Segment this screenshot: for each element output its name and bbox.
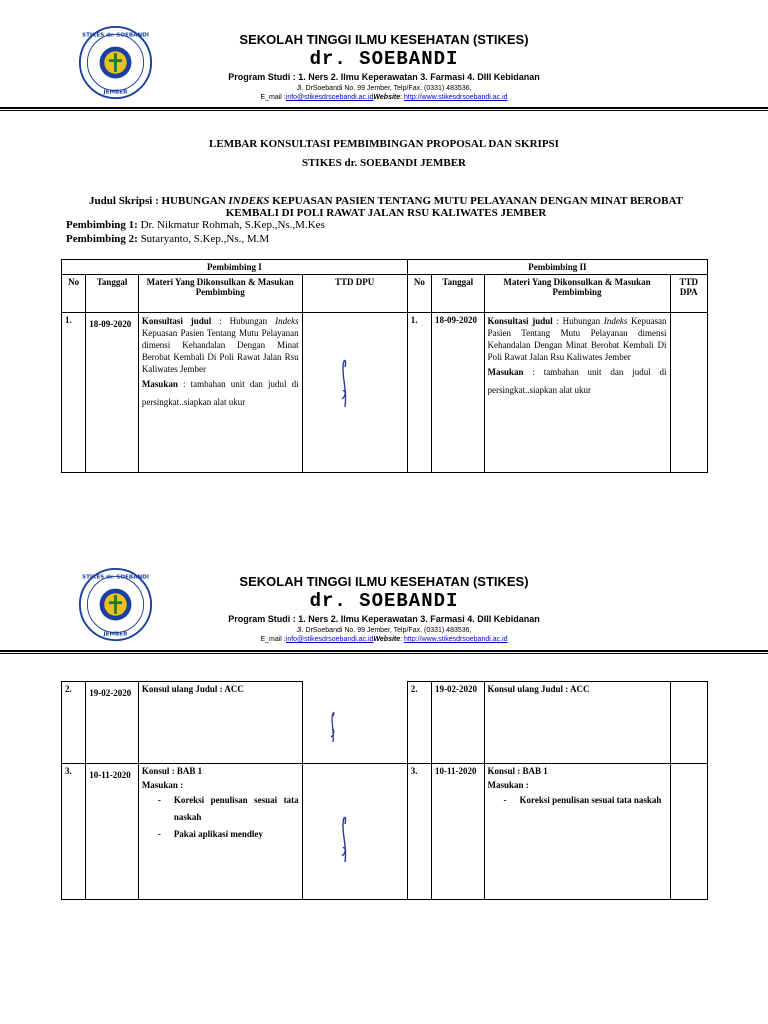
signature-dpu [302,764,407,900]
email-link[interactable]: info@stikesdrsoebandi.ac.id [285,636,374,643]
table-row [62,764,708,900]
school-name: SEKOLAH TINGGI ILMU KESEHATAN (STIKES) [239,32,529,47]
header-divider [0,107,768,109]
row-date: 10-11-2020 [86,764,139,900]
col-no: No [62,275,86,313]
programs: Program Studi : 1. Ners 2. Ilmu Keperawatan 3. Farmasi 4. DIII Kebidanan [228,614,540,624]
svg-text:STIKES dr. SOEBANDI: STIKES dr. SOEBANDI [82,32,149,39]
masukan-list [142,792,299,843]
list-item: - Koreksi penulisan sesuai tata naskah [142,792,299,826]
signature-icon [307,682,367,762]
group-header-pembimbing-1: Pembimbing I [62,260,408,275]
website-link[interactable]: http://www.stikesdrsoebandi.ac.id [404,636,508,643]
svg-text:JEMBER: JEMBER [103,631,128,638]
school-title: dr. SOEBANDI [309,48,459,70]
col-materi-2: Materi Yang Dikonsulkan & Masukan Pembimbing [484,275,670,313]
signature-icon [307,315,367,425]
col-tanggal-2: Tanggal [431,275,484,313]
col-no-2: No [407,275,431,313]
row-date-2: 18-09-2020 [431,313,484,473]
row-no: 1. [62,313,86,473]
document-title: LEMBAR KONSULTASI PEMBIMBINGAN PROPOSAL DAN SKRIPSI [209,138,559,150]
table-row [62,313,708,473]
row-no: 3. [62,764,86,900]
svg-text:STIKES dr. SOEBANDI: STIKES dr. SOEBANDI [82,574,149,581]
row-materi: Konsul ulang Judul : ACC [138,682,302,764]
header-divider-thin [0,653,768,654]
consultation-table-page2 [61,681,708,900]
supervisor-1: Pembimbing 1: Dr. Nikmatur Rohmah, S.Kep.,Ns.,M.Kes [66,219,325,231]
address: Jl. DrSoebandi No. 99 Jember, Telp/Fax. (0331) 483536, [296,627,472,634]
group-header-pembimbing-2: Pembimbing II [407,260,707,275]
masukan-list [488,792,667,809]
row-no: 2. [62,682,86,764]
row-materi-2: Konsultasi judul : Hubungan Indeks Kepuasan Pasien Tentang Mutu Pelayanan dimensi Kehandalan Dengan Minat Berobat Kembali Di Poli Rawat Jalan Rsu Kaliwates Jember Masukan : tambahan unit dan judul di persingkat..siapkan alat ukur [484,313,670,473]
table-row [62,682,708,764]
row-no-2: 1. [407,313,431,473]
col-materi: Materi Yang Dikonsulkan & Masukan Pembimbing [138,275,302,313]
email-link[interactable]: info@stikesdrsoebandi.ac.id [285,94,374,101]
svg-text:JEMBER: JEMBER [103,89,128,96]
thesis-title: Judul Skripsi : HUBUNGAN INDEKS KEPUASAN PASIEN TENTANG MUTU PELAYANAN DENGAN MINAT BEROBAT KEMBALI DI POLI RAWAT JALAN RSU KALIWATES JEMBER [89,195,683,219]
row-date: 19-02-2020 [86,682,139,764]
document-subtitle: STIKES dr. SOEBANDI JEMBER [301,157,467,169]
row-date-2: 10-11-2020 [431,764,484,900]
school-name: SEKOLAH TINGGI ILMU KESEHATAN (STIKES) [239,574,529,589]
row-date-2: 19-02-2020 [431,682,484,764]
contact-line: E_mail :info@stikesdrsoebandi.ac.idWebsite: http://www.stikesdrsoebandi.ac.id [260,636,508,643]
school-title: dr. SOEBANDI [309,590,459,612]
header-divider-thin [0,110,768,111]
programs: Program Studi : 1. Ners 2. Ilmu Keperawatan 3. Farmasi 4. DIII Kebidanan [228,72,540,82]
signature-dpa [670,764,707,900]
col-ttd-dpa: TTD DPA [670,275,707,313]
signature-dpa [670,313,707,473]
row-no-2: 2. [407,682,431,764]
consultation-table-page1 [61,259,708,473]
contact-line: E_mail :info@stikesdrsoebandi.ac.idWebsite: http://www.stikesdrsoebandi.ac.id [260,94,508,101]
col-ttd-dpu: TTD DPU [302,275,407,313]
row-no-2: 3. [407,764,431,900]
row-materi: Konsul : BAB 1 Masukan : - Koreksi penulisan sesuai tata naskah - Pakai aplikasi mendley [138,764,302,900]
row-date: 18-09-2020 [86,313,139,473]
website-link[interactable]: http://www.stikesdrsoebandi.ac.id [404,94,508,101]
signature-icon [307,766,367,896]
signature-dpa [670,682,707,764]
row-materi-2: Konsul : BAB 1 Masukan : - Koreksi penulisan sesuai tata naskah [484,764,670,900]
address: Jl. DrSoebandi No. 99 Jember, Telp/Fax. (0331) 483536, [296,85,472,92]
signature-dpu [302,313,407,473]
col-tanggal: Tanggal [86,275,139,313]
supervisor-2: Pembimbing 2: Sutaryanto, S.Kep.,Ns., M.M [66,233,270,245]
header-divider [0,650,768,652]
signature-dpu [302,682,407,764]
row-materi-2: Konsul ulang Judul : ACC [484,682,670,764]
list-item: - Pakai aplikasi mendley [142,826,299,843]
row-materi: Konsultasi judul : Hubungan Indeks Kepuasan Pasien Tentang Mutu Pelayanan dimensi Kehandalan Dengan Minat Berobat Kembali Di Poli Rawat Jalan Rsu Kaliwates Jember Masukan : tambahan unit dan judul di persingkat..siapkan alat ukur [138,313,302,473]
list-item: - Koreksi penulisan sesuai tata naskah [488,792,667,809]
